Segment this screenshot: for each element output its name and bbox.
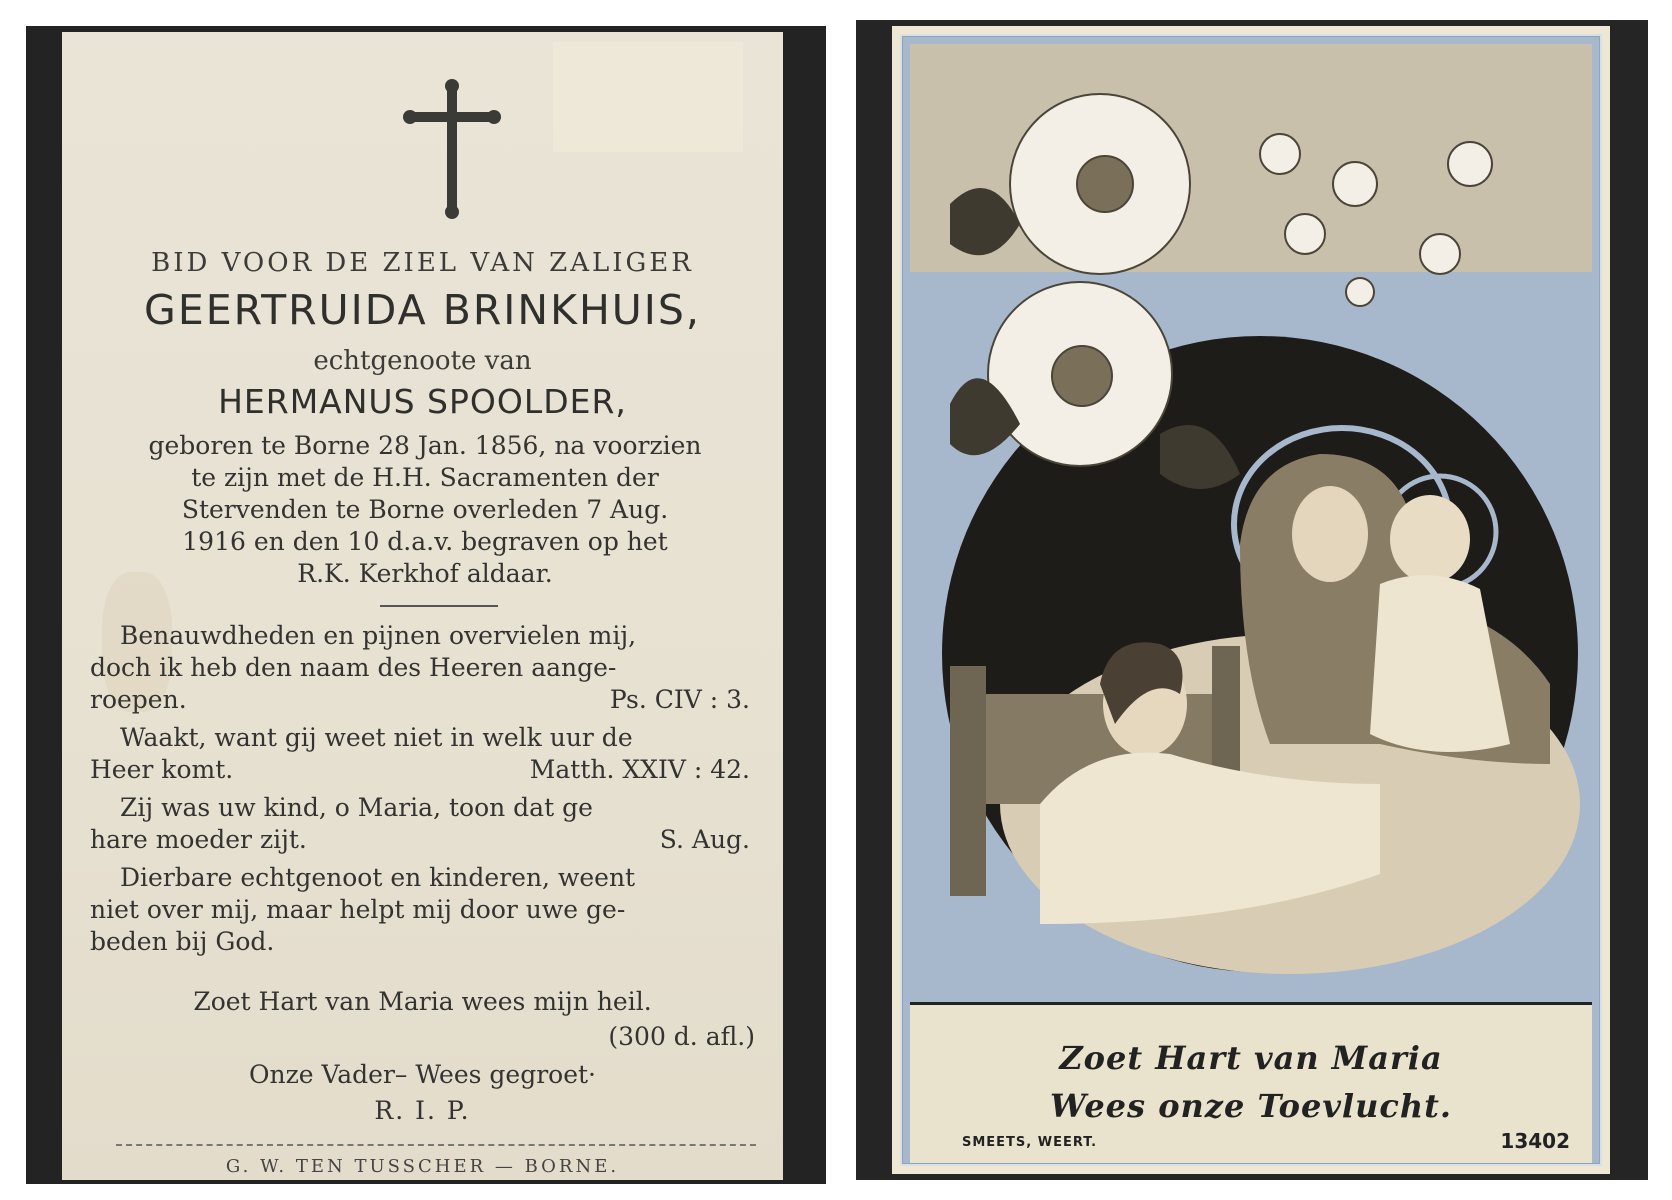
- verse-line: Dierbare echtgenoot en kinderen, weent: [120, 863, 636, 892]
- verses: [90, 620, 766, 964]
- verse-line: roepen.: [90, 685, 187, 714]
- small-flower: [1333, 162, 1377, 206]
- caption-line-2: Wees onze Toevlucht.: [1049, 1087, 1452, 1125]
- biography-line: te zijn met de H.H. Sacramenten der: [191, 463, 659, 492]
- small-flower: [1260, 134, 1300, 174]
- mary-face: [1292, 486, 1368, 582]
- small-flower: [1448, 142, 1492, 186]
- verse-line: Benauwdheden en pijnen overvielen mij,: [120, 621, 637, 650]
- indulgence-note: (300 d. afl.): [608, 1022, 755, 1051]
- verse-line: beden bij God.: [90, 927, 275, 956]
- small-flower: [1420, 234, 1460, 274]
- dotted-divider: [116, 1144, 756, 1146]
- child-head: [1390, 495, 1470, 583]
- verse-reference: Matth. XXIV : 42.: [529, 755, 750, 784]
- small-flower: [1285, 214, 1325, 254]
- memorial-card-text-side: [26, 26, 826, 1184]
- verse-reference: S. Aug.: [659, 825, 750, 854]
- spouse-name: HERMANUS SPOOLDER,: [218, 382, 627, 421]
- verse: [90, 792, 766, 856]
- flower-center: [1077, 156, 1133, 212]
- verse-line: Waakt, want gij weet niet in welk uur de: [120, 723, 633, 752]
- small-flower: [1346, 278, 1374, 306]
- bed-post: [950, 666, 986, 896]
- flower-center: [1052, 346, 1112, 406]
- rip-text: R. I. P.: [374, 1096, 471, 1125]
- biography: [90, 430, 760, 590]
- verse-line: hare moeder zijt.: [90, 825, 307, 854]
- biography-line: 1916 en den 10 d.a.v. begraven op het: [182, 527, 668, 556]
- biography-line: R.K. Kerkhof aldaar.: [297, 559, 553, 588]
- biography-line: Stervenden te Borne overleden 7 Aug.: [181, 495, 669, 524]
- prayer-heading: BID VOOR DE ZIEL VAN ZALIGER: [151, 248, 694, 278]
- biography-line: geboren te Borne 28 Jan. 1856, na voorzien: [148, 431, 702, 460]
- memorial-card-image-side: [856, 20, 1648, 1180]
- card-frame: [892, 26, 1610, 1174]
- verse: [90, 862, 766, 958]
- devotional-illustration: [910, 44, 1592, 1004]
- closing-prayer: Zoet Hart van Maria wees mijn heil.: [193, 987, 652, 1016]
- printer-imprint: G. W. TEN TUSSCHER — BORNE.: [225, 1156, 620, 1177]
- catalog-number: 13402: [1500, 1129, 1570, 1153]
- verse: [90, 620, 766, 716]
- verse-line: niet over mij, maar helpt mij door uwe ge-: [90, 895, 626, 924]
- publisher-imprint: SMEETS, WEERT.: [962, 1135, 1098, 1150]
- verse-reference: Ps. CIV : 3.: [609, 685, 750, 714]
- relation-text: echtgenoote van: [313, 346, 532, 376]
- verse-line: Zij was uw kind, o Maria, toon dat ge: [120, 793, 593, 822]
- caption-panel: [910, 1002, 1592, 1163]
- cross-icon: [402, 78, 502, 228]
- verse-line: Heer komt.: [90, 755, 234, 784]
- verse-line: doch ik heb den naam des Heeren aange-: [90, 653, 617, 682]
- paper-patch: [553, 42, 743, 152]
- caption-line-1: Zoet Hart van Maria: [1059, 1039, 1443, 1077]
- prayers-line: Onze Vader– Wees gegroet·: [249, 1060, 596, 1089]
- deceased-name: GEERTRUIDA BRINKHUIS,: [144, 286, 701, 334]
- card-paper: [62, 32, 783, 1180]
- divider: [380, 605, 498, 607]
- bed-post: [1212, 646, 1240, 776]
- verse: [90, 722, 766, 786]
